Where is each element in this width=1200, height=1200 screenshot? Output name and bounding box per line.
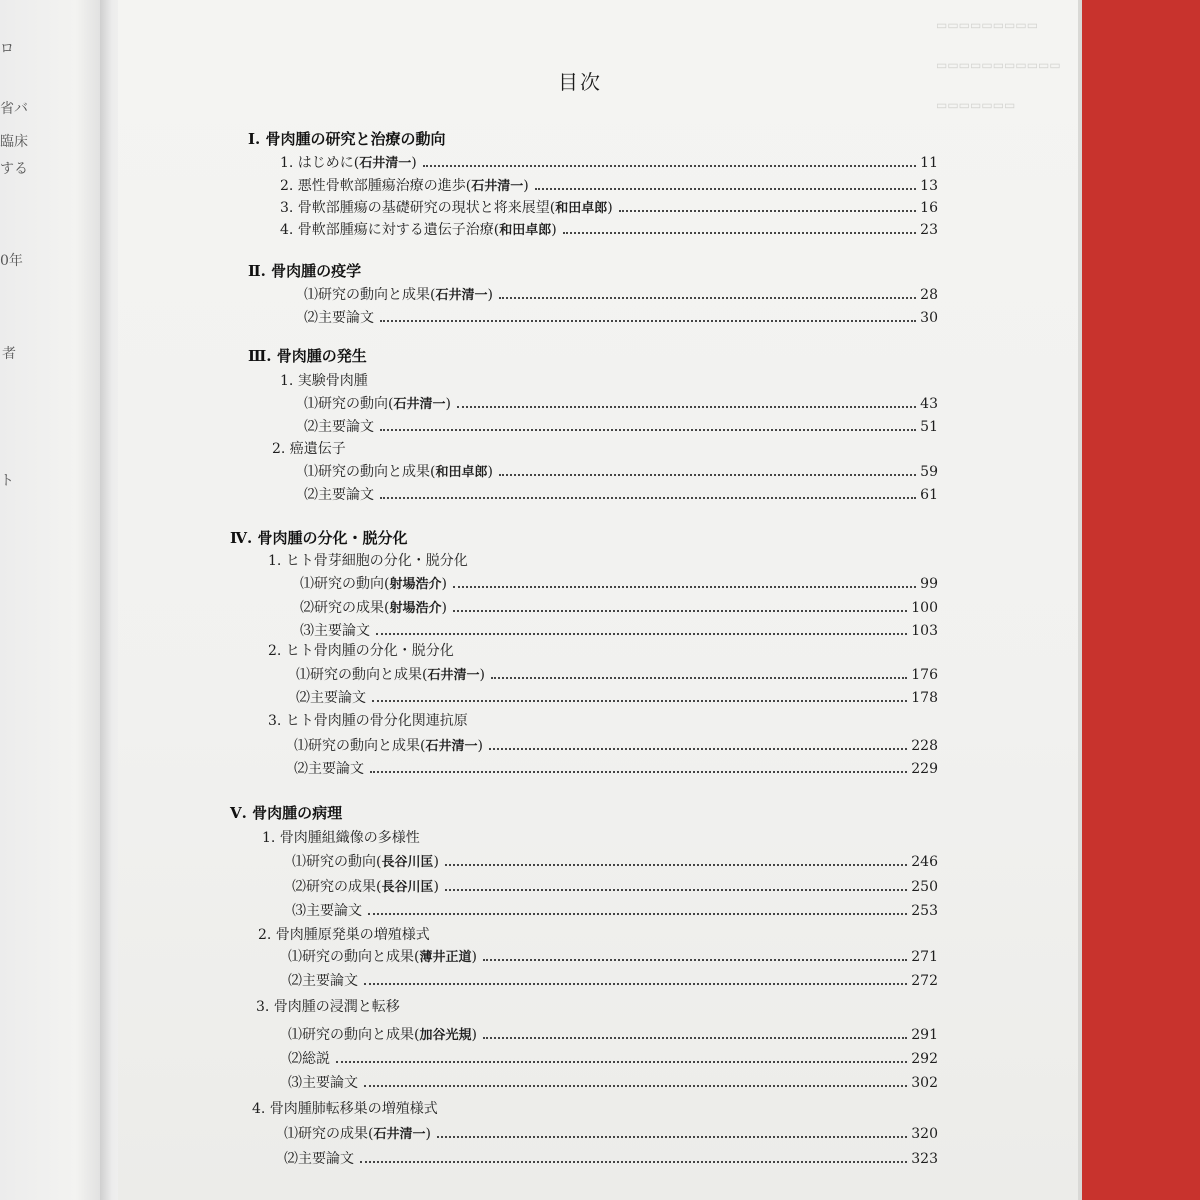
toc-entry-page: 16 (920, 200, 938, 216)
toc-entry-close: ) (441, 600, 447, 616)
leader-dots (619, 210, 916, 212)
toc-entry-title: 3. 骨軟部腫瘍の基礎研究の現状と将来展望( (280, 200, 556, 216)
leader-dots (453, 586, 916, 588)
leader-dots (499, 297, 916, 299)
toc-entry-title: ⑴研究の動向と成果( (304, 287, 436, 303)
toc-subsection: 3. ヒト骨肉腫の骨分化関連抗原 (268, 713, 468, 729)
toc-entry-title: ⑵研究の成果( (300, 600, 390, 616)
toc-entry-title: ⑵主要論文 (304, 419, 374, 435)
toc-entry-close: ) (487, 464, 493, 480)
toc-entry (296, 687, 938, 707)
toc-entry-close: ) (411, 155, 417, 171)
toc-entry-author: 石井清一 (427, 668, 480, 683)
leader-dots (376, 633, 907, 635)
show-through-text: ▭▭▭▭▭▭▭▭▭ (936, 18, 1039, 32)
toc-entry (304, 284, 938, 304)
toc-entry-title: ⑴研究の成果( (284, 1126, 374, 1142)
leader-dots (491, 677, 907, 679)
toc-entry-page: 43 (920, 396, 938, 412)
toc-entry-page: 246 (911, 854, 938, 870)
toc-entry-close: ) (433, 879, 439, 895)
toc-entry-author: 長谷川匡 (381, 880, 434, 895)
toc-entry-author: 薄井正道 (419, 950, 472, 965)
toc-entry-page: 30 (920, 310, 938, 326)
toc-entry-page: 271 (911, 949, 938, 965)
toc-section-2: Ⅱ. 骨肉腫の疫学 (248, 262, 362, 280)
toc-entry-author: 和田卓郎 (555, 201, 608, 216)
toc-entry-close: ) (477, 738, 483, 754)
toc-entry-page: 229 (911, 761, 938, 777)
toc-entry-page: 302 (911, 1075, 938, 1091)
toc-entry-page: 323 (911, 1151, 938, 1167)
toc-entry (304, 307, 938, 327)
toc-section-5: Ⅴ. 骨肉腫の病理 (230, 804, 343, 822)
leader-dots (445, 864, 907, 866)
toc-entry-author: 石井清一 (373, 1127, 426, 1142)
left-page (0, 0, 108, 1200)
left-page-fragment: ト (0, 473, 14, 489)
toc-entry-page: 320 (911, 1126, 938, 1142)
left-page-fragment: 0年 (0, 253, 23, 269)
toc-entry (296, 664, 938, 684)
toc-entry-page: 176 (911, 667, 938, 683)
toc-entry-author: 射場浩介 (389, 577, 442, 592)
toc-entry-close: ) (471, 1027, 477, 1043)
toc-entry-title: ⑴研究の動向と成果( (294, 738, 426, 754)
toc-entry-page: 103 (911, 623, 938, 639)
toc-entry-author: 射場浩介 (389, 601, 442, 616)
toc-entry-author: 石井清一 (471, 179, 524, 194)
leader-dots (499, 474, 916, 476)
toc-entry-author: 石井清一 (435, 288, 488, 303)
toc-entry-author: 長谷川匡 (381, 855, 434, 870)
toc-entry (288, 1072, 938, 1092)
page-title: 目次 (558, 70, 602, 94)
toc-entry (288, 946, 938, 966)
leader-dots (368, 913, 907, 915)
toc-entry-title: 2. 悪性骨軟部腫瘍治療の進歩( (280, 178, 472, 194)
toc-subsection: 1. ヒト骨芽細胞の分化・脱分化 (268, 553, 468, 569)
toc-entry-page: 228 (911, 738, 938, 754)
toc-entry-page: 291 (911, 1027, 938, 1043)
leader-dots (380, 320, 916, 322)
toc-subsection: 2. 癌遺伝子 (272, 441, 346, 457)
toc-entry-page: 250 (911, 879, 938, 895)
toc-subsection: 4. 骨肉腫肺転移巣の増殖様式 (252, 1101, 438, 1117)
toc-entry (300, 573, 938, 593)
toc-entry-title: ⑵主要論文 (284, 1151, 354, 1167)
toc-entry (288, 1024, 938, 1044)
toc-entry-page: 13 (920, 178, 938, 194)
toc-entry-close: ) (523, 178, 529, 194)
left-page-fragment: 臨床 (0, 134, 28, 150)
toc-entry-author: 石井清一 (393, 397, 446, 412)
toc-entry-page: 272 (911, 973, 938, 989)
toc-entry (280, 175, 938, 195)
show-through-text: ▭▭▭▭▭▭▭▭▭▭▭ (936, 58, 1061, 72)
toc-entry-author: 石井清一 (359, 156, 412, 171)
toc-entry-close: ) (607, 200, 613, 216)
toc-entry (292, 876, 938, 896)
toc-entry-page: 253 (911, 903, 938, 919)
page-edge (1078, 0, 1082, 1200)
toc-entry-author: 加谷光規 (419, 1028, 472, 1043)
toc-entry-title: ⑴研究の動向と成果( (304, 464, 436, 480)
toc-entry (292, 851, 938, 871)
leader-dots (457, 406, 916, 408)
toc-section-3: Ⅲ. 骨肉腫の発生 (248, 347, 367, 365)
toc-entry-close: ) (479, 667, 485, 683)
toc-entry-title: ⑴研究の動向( (300, 576, 390, 592)
toc-entry-title: 1. はじめに( (280, 155, 360, 171)
left-page-fragment: する (0, 161, 28, 177)
toc-subsection: 2. 骨肉腫原発巣の増殖様式 (258, 927, 430, 943)
toc-entry-close: ) (487, 287, 493, 303)
toc-entry-title: ⑵主要論文 (304, 310, 374, 326)
leader-dots (372, 700, 907, 702)
toc-entry (288, 970, 938, 990)
leader-dots (483, 959, 907, 961)
toc-entry-author: 和田卓郎 (435, 465, 488, 480)
leader-dots (360, 1161, 907, 1163)
toc-entry (300, 620, 938, 640)
toc-entry-close: ) (433, 854, 439, 870)
toc-entry-close: ) (445, 396, 451, 412)
toc-entry (304, 416, 938, 436)
toc-entry-page: 23 (920, 222, 938, 238)
left-page-fragment: ロ (0, 41, 14, 57)
toc-entry-title: ⑴研究の動向( (304, 396, 394, 412)
toc-entry-page: 28 (920, 287, 938, 303)
toc-entry-page: 11 (920, 155, 938, 171)
leader-dots (423, 165, 916, 167)
leader-dots (563, 232, 916, 234)
toc-entry (292, 900, 938, 920)
leader-dots (437, 1136, 907, 1138)
toc-entry-title: ⑴研究の動向と成果( (296, 667, 428, 683)
toc-entry (284, 1148, 938, 1168)
toc-entry-page: 51 (920, 419, 938, 435)
toc-entry (280, 197, 938, 217)
toc-section-4: Ⅳ. 骨肉腫の分化・脱分化 (230, 529, 408, 547)
toc-entry (294, 758, 938, 778)
show-through-text: ▭▭▭▭▭▭▭ (936, 98, 1016, 112)
toc-entry-title: ⑵主要論文 (294, 761, 364, 777)
toc-entry (280, 152, 938, 172)
toc-entry-page: 99 (920, 576, 938, 592)
toc-subsection: 1. 実験骨肉腫 (280, 373, 368, 389)
leader-dots (380, 429, 916, 431)
toc-entry-title: ⑴研究の動向と成果( (288, 1027, 420, 1043)
toc-entry-title: ⑵研究の成果( (292, 879, 382, 895)
toc-entry (300, 597, 938, 617)
toc-entry-title: ⑴研究の動向( (292, 854, 382, 870)
toc-entry-close: ) (425, 1126, 431, 1142)
toc-entry-title: ⑶主要論文 (300, 623, 370, 639)
toc-subsection: 1. 骨肉腫組織像の多様性 (262, 830, 420, 846)
toc-entry-title: ⑵主要論文 (304, 487, 374, 503)
toc-entry (288, 1048, 938, 1068)
toc-entry (304, 461, 938, 481)
toc-subsection: 2. ヒト骨肉腫の分化・脱分化 (268, 643, 454, 659)
toc-subsection: 3. 骨肉腫の浸潤と転移 (256, 999, 400, 1015)
toc-entry (284, 1123, 938, 1143)
leader-dots (336, 1061, 907, 1063)
toc-entry-title: ⑶主要論文 (288, 1075, 358, 1091)
toc-entry-close: ) (551, 222, 557, 238)
toc-entry-title: ⑴研究の動向と成果( (288, 949, 420, 965)
leader-dots (535, 188, 916, 190)
toc-entry-close: ) (471, 949, 477, 965)
leader-dots (489, 748, 907, 750)
left-page-fragment: 者 (2, 346, 16, 362)
left-page-fragment: 省バ (0, 101, 28, 117)
toc-entry (294, 735, 938, 755)
leader-dots (364, 983, 907, 985)
toc-entry-page: 61 (920, 487, 938, 503)
toc-entry-author: 和田卓郎 (499, 223, 552, 238)
toc-entry-title: ⑵主要論文 (288, 973, 358, 989)
toc-entry-title: ⑵総説 (288, 1051, 330, 1067)
toc-section-1: Ⅰ. 骨肉腫の研究と治療の動向 (248, 130, 446, 148)
toc-entry-page: 178 (911, 690, 938, 706)
toc-entry-title: 4. 骨軟部腫瘍に対する遺伝子治療( (280, 222, 500, 238)
toc-entry (280, 219, 938, 239)
leader-dots (364, 1085, 907, 1087)
toc-entry-page: 292 (911, 1051, 938, 1067)
toc-entry (304, 484, 938, 504)
toc-entry-page: 59 (920, 464, 938, 480)
toc-entry-title: ⑶主要論文 (292, 903, 362, 919)
toc-entry-page: 100 (911, 600, 938, 616)
leader-dots (445, 889, 907, 891)
toc-entry-close: ) (441, 576, 447, 592)
leader-dots (453, 610, 907, 612)
leader-dots (380, 497, 916, 499)
leader-dots (483, 1037, 907, 1039)
leader-dots (370, 771, 907, 773)
toc-entry-title: ⑵主要論文 (296, 690, 366, 706)
toc-entry (304, 393, 938, 413)
toc-entry-author: 石井清一 (425, 739, 478, 754)
